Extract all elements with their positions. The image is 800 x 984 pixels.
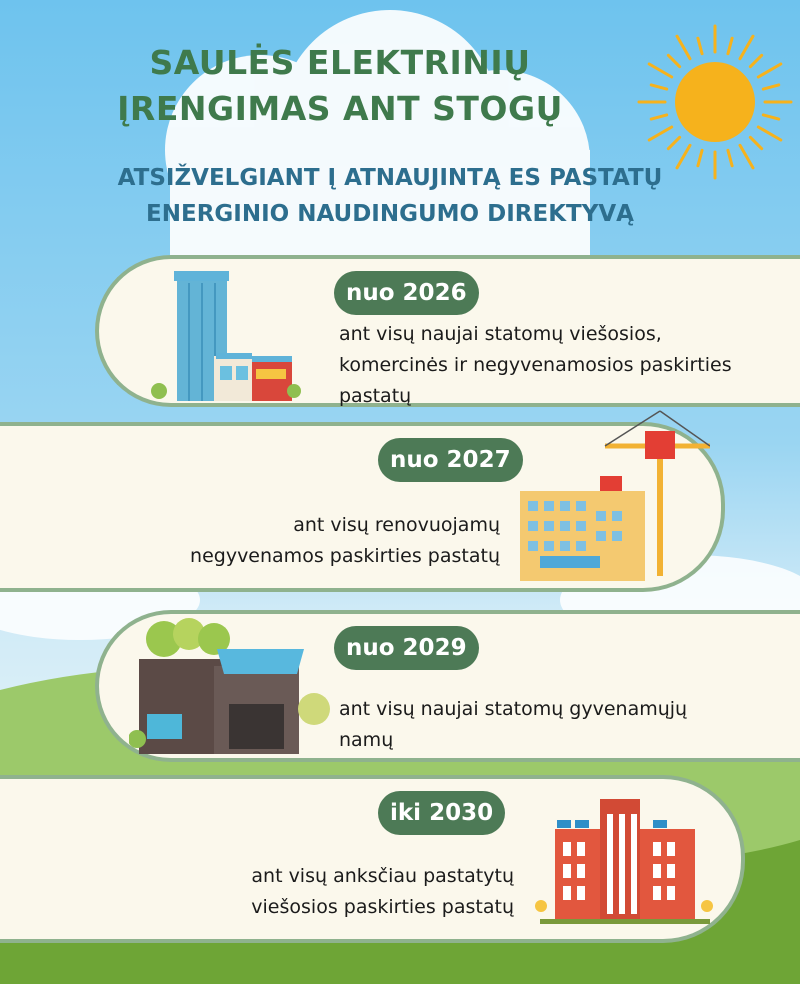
sun-ray: [649, 127, 672, 140]
card-description: [339, 319, 800, 412]
subtitle-line: ENERGINIO NAUDINGUMO DIREKTYVĄ: [146, 201, 634, 227]
public-building-icon: [535, 794, 715, 924]
sun-ray: [677, 36, 690, 59]
card-description: [339, 694, 800, 756]
sun-ray: [758, 127, 781, 140]
card-description: [50, 861, 514, 923]
year-badge: nuo 2027: [378, 438, 523, 482]
sun-ray: [728, 150, 732, 165]
sun-ray: [763, 115, 778, 119]
sun-ray: [740, 36, 753, 59]
description-line: komercinės ir negyvenamosios paskirties: [339, 354, 732, 376]
card-description: [50, 510, 500, 572]
sun-icon: [635, 22, 795, 182]
year-badge: nuo 2029: [334, 626, 479, 670]
timeline-card-2030: [0, 775, 745, 943]
description-line: ant visų naujai statomų viešosios,: [339, 323, 662, 345]
description-line: ant visų naujai statomų gyvenamųjų: [339, 698, 688, 720]
description-line: viešosios paskirties pastatų: [251, 896, 514, 918]
sun-ray: [763, 85, 778, 89]
sun-ray: [651, 85, 666, 89]
sun-ray: [750, 137, 761, 148]
description-line: ant visų renovuojamų: [293, 514, 500, 536]
subtitle-line: ATSIŽVELGIANT Į ATNAUJINTĄ ES PASTATŲ: [117, 165, 663, 191]
house-solar-icon: [129, 604, 339, 759]
description-line: pastatų: [339, 385, 412, 407]
description-line: negyvenamos paskirties pastatų: [190, 545, 500, 567]
sun-ray: [668, 55, 679, 66]
year-badge: iki 2030: [378, 791, 505, 835]
timeline-card-2027: [0, 422, 725, 592]
year-badge: nuo 2026: [334, 271, 479, 315]
sun-ray: [649, 64, 672, 77]
sun-ray: [740, 145, 753, 168]
sun-ray: [668, 137, 679, 148]
timeline-card-2029: [95, 610, 800, 762]
page-subtitle: [60, 160, 720, 232]
sun-ray: [651, 115, 666, 119]
sun-ray: [698, 38, 702, 53]
page-title: [60, 40, 620, 132]
sun-ray: [728, 38, 732, 53]
sun-ray: [750, 55, 761, 66]
sun-ray: [758, 64, 781, 77]
office-tower-icon: [144, 261, 304, 406]
timeline-card-2026: [95, 255, 800, 407]
description-line: ant visų anksčiau pastatytų: [251, 865, 514, 887]
title-line: ĮRENGIMAS ANT STOGŲ: [117, 89, 563, 128]
title-line: SAULĖS ELEKTRINIŲ: [149, 43, 531, 82]
description-line: namų: [339, 729, 394, 751]
construction-crane-icon: [510, 406, 710, 586]
